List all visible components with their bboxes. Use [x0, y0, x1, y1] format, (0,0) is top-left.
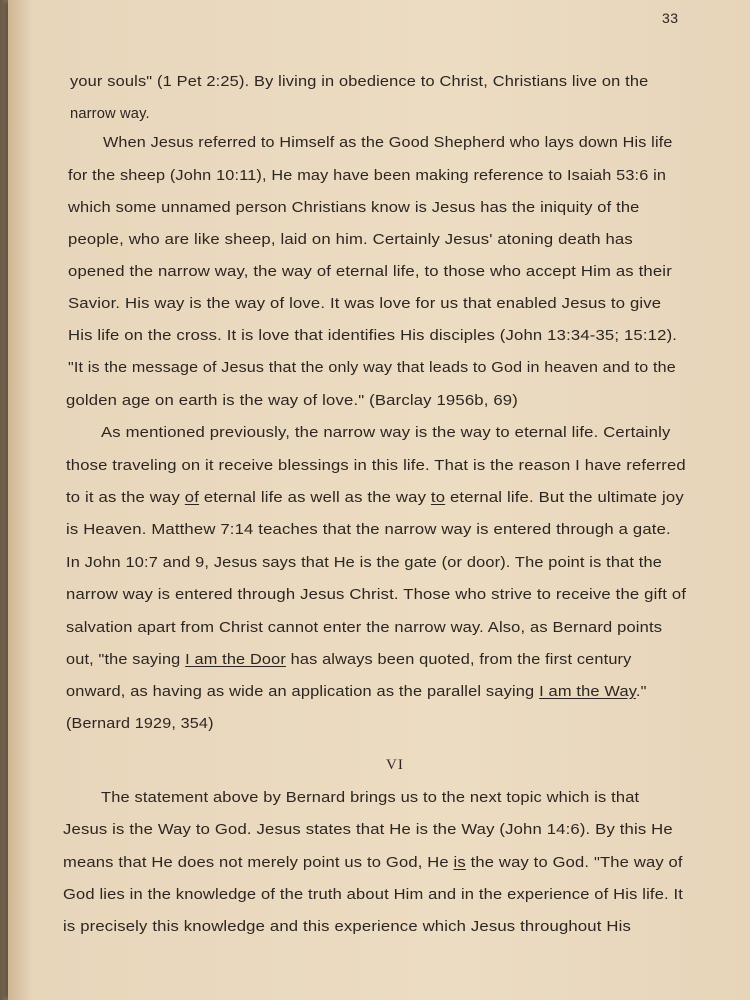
- text-segment: golden age on earth is the way of love." (Barclay 1956b, 69): [66, 393, 518, 409]
- text-line: [101, 425, 671, 441]
- text-line: [70, 74, 648, 90]
- text-segment: .": [635, 684, 647, 700]
- text-segment: people, who are like sheep, laid on him. Certainly Jesus' atoning death has: [68, 232, 633, 248]
- text-segment: your souls" (1 Pet 2:25). By living in obedience to Christ, Christians live on the: [70, 74, 649, 90]
- text-line: [63, 919, 631, 935]
- text-line: [66, 716, 214, 732]
- text-segment: Jesus is the Way to God. Jesus states that He is the Way (John 14:6). By this He: [63, 822, 673, 838]
- text-line: [66, 652, 631, 668]
- text-segment: for the sheep (John 10:11), He may have been making reference to Isaiah 53:6 in: [68, 168, 667, 184]
- text-segment: the way to God. "The way of: [465, 855, 683, 871]
- text-segment: opened the narrow way, the way of eternal life, to those who accept Him as their: [68, 264, 672, 280]
- text-line: [68, 200, 639, 216]
- text-line: [63, 887, 683, 903]
- text-line: [66, 555, 662, 571]
- text-segment: Savior. His way is the way of love. It was love for us that enabled Jesus to give: [68, 296, 662, 312]
- text-line: [103, 135, 673, 151]
- text-segment: His life on the cross. It is love that identifies His disciples (John 13:34-35; 15:12).: [68, 328, 678, 344]
- underlined-text: I am the Door: [185, 652, 286, 668]
- text-line: [68, 168, 666, 184]
- text-line: [68, 232, 633, 248]
- text-line: [70, 106, 150, 122]
- book-binding: [0, 0, 8, 1000]
- text-segment: "It is the message of Jesus that the only way that leads to God in heaven and to the: [68, 360, 676, 376]
- text-segment: narrow way.: [70, 106, 150, 122]
- text-segment: God lies in the knowledge of the truth about Him and in the experience of His life. It: [63, 887, 684, 903]
- text-line: [68, 264, 672, 280]
- underlined-text: of: [184, 490, 200, 506]
- text-line: [66, 458, 686, 474]
- text-line: [68, 328, 677, 344]
- text-line: [66, 587, 686, 603]
- text-line: [66, 522, 671, 538]
- text-segment: The statement above by Bernard brings us to the next topic which is that: [101, 790, 640, 806]
- text-line: [66, 393, 518, 409]
- text-segment: As mentioned previously, the narrow way is the way to eternal life. Certainly: [101, 425, 671, 441]
- text-segment: When Jesus referred to Himself as the Good Shepherd who lays down His life: [103, 135, 673, 151]
- underlined-text: is: [453, 855, 466, 871]
- text-segment: narrow way is entered through Jesus Christ. Those who strive to receive the gift of: [66, 587, 687, 603]
- text-line: [63, 855, 683, 871]
- text-segment: eternal life. But the ultimate joy: [445, 490, 684, 506]
- underlined-text: I am the Way: [539, 684, 636, 700]
- text-line: [101, 790, 639, 806]
- text-line: [66, 684, 647, 700]
- text-segment: out, "the saying: [66, 652, 186, 668]
- book-page: [8, 0, 750, 1000]
- text-segment: has always been quoted, from the first century: [285, 652, 632, 668]
- underlined-text: to: [430, 490, 446, 506]
- text-segment: (Bernard 1929, 354): [66, 716, 214, 732]
- text-line: [68, 296, 661, 312]
- text-segment: eternal life as well as the way: [199, 490, 431, 506]
- text-segment: means that He does not merely point us to God, He: [63, 855, 454, 871]
- text-segment: In John 10:7 and 9, Jesus says that He is the gate (or door). The point is that the: [66, 555, 663, 571]
- text-line: [68, 360, 676, 376]
- text-line: [66, 620, 662, 636]
- text-line: [66, 490, 684, 506]
- text-segment: those traveling on it receive blessings in this life. That is the reason I have referred: [66, 458, 686, 474]
- text-segment: onward, as having as wide an application as the parallel saying: [66, 684, 540, 700]
- text-segment: which some unnamed person Christians know is Jesus has the iniquity of the: [68, 200, 640, 216]
- text-line: [63, 822, 673, 838]
- text-segment: salvation apart from Christ cannot enter the narrow way. Also, as Bernard points: [66, 620, 663, 636]
- text-segment: to it as the way: [66, 490, 185, 506]
- text-segment: is precisely this knowledge and this experience which Jesus throughout His: [63, 919, 631, 935]
- text-segment: is Heaven. Matthew 7:14 teaches that the narrow way is entered through a gate.: [66, 522, 671, 538]
- page-number: 33: [662, 10, 679, 26]
- section-heading: VI: [386, 757, 404, 773]
